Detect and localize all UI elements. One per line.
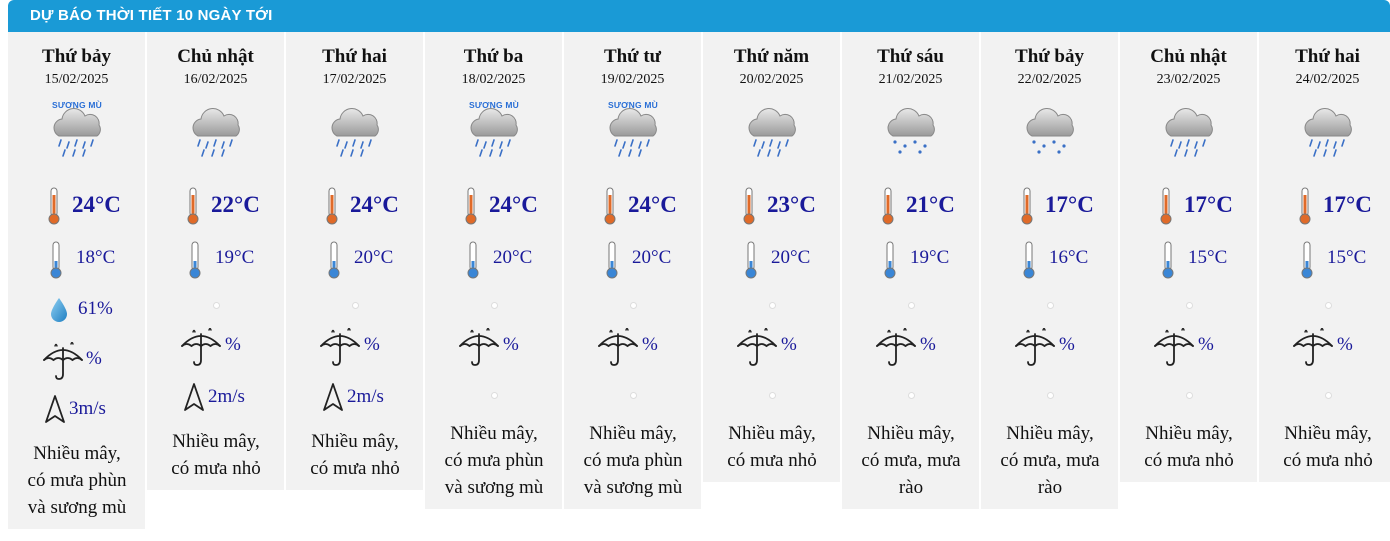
rain-chance-value: % — [364, 334, 380, 355]
description-line: có mưa nhỏ — [1144, 450, 1234, 471]
placeholder-dot — [491, 302, 498, 309]
day-date: 16/02/2025 — [183, 72, 248, 87]
umbrella-rain-icon — [1013, 328, 1057, 373]
temp-min: 20°C — [354, 247, 394, 268]
rain-chance-value: % — [642, 334, 658, 355]
placeholder-dot — [1186, 392, 1193, 399]
temp-max: 24°C — [72, 192, 121, 217]
placeholder-dot — [630, 392, 637, 399]
day-name: Chủ nhật — [177, 46, 254, 67]
rain-chance-value: % — [1059, 334, 1075, 355]
umbrella-rain-icon — [596, 328, 640, 373]
thermometer-low-icon — [327, 241, 341, 284]
description-line: có mưa nhỏ — [727, 450, 817, 471]
day-name: Thứ bảy — [1015, 46, 1084, 67]
description-line: có mưa phùn — [27, 470, 127, 491]
umbrella-rain-icon — [1291, 328, 1335, 373]
description-line: Nhiều mây, — [1006, 423, 1094, 444]
description-line: có mưa phùn — [583, 450, 683, 471]
description-line: Nhiều mây, — [172, 431, 260, 452]
thermometer-low-icon — [744, 241, 758, 284]
placeholder-dot — [1325, 392, 1332, 399]
description-line: có mưa nhỏ — [171, 458, 261, 479]
day-date: 17/02/2025 — [322, 72, 387, 87]
temp-max: 24°C — [628, 192, 677, 217]
rain-cloud-icon — [1296, 100, 1360, 160]
placeholder-dot — [491, 392, 498, 399]
fog-rain-cloud-icon — [601, 100, 665, 160]
day-name: Thứ hai — [1295, 46, 1360, 67]
day-name: Thứ năm — [733, 46, 810, 67]
placeholder-dot — [769, 392, 776, 399]
placeholder-dot — [1047, 392, 1054, 399]
day-date: 15/02/2025 — [44, 72, 109, 87]
wind-speed-value: 2m/s — [208, 386, 245, 407]
thermometer-low-icon — [605, 241, 619, 284]
thermometer-low-icon — [49, 241, 63, 284]
fog-label: SƯƠNG MÙ — [469, 100, 519, 110]
placeholder-dot — [1325, 302, 1332, 309]
day-column — [703, 32, 841, 482]
umbrella-rain-icon — [735, 328, 779, 373]
day-name: Thứ ba — [463, 46, 524, 67]
wind-speed-value: 2m/s — [347, 386, 384, 407]
thermometer-low-icon — [1161, 241, 1175, 284]
placeholder-dot — [630, 302, 637, 309]
thermometer-high-icon — [603, 187, 617, 230]
thermometer-high-icon — [1159, 187, 1173, 230]
day-column — [981, 32, 1119, 509]
thermometer-low-icon — [1300, 241, 1314, 284]
wind-direction-icon — [44, 394, 66, 429]
thermometer-low-icon — [1022, 241, 1036, 284]
temp-min: 18°C — [76, 247, 116, 268]
day-column — [147, 32, 285, 490]
forecast-title: DỰ BÁO THỜI TIẾT 10 NGÀY TỚI — [30, 7, 273, 24]
thermometer-high-icon — [186, 187, 200, 230]
description-line: Nhiều mây, — [311, 431, 399, 452]
forecast-header — [8, 0, 1390, 32]
fog-rain-cloud-icon — [462, 100, 526, 160]
fog-rain-cloud-icon — [45, 100, 109, 160]
description-line: Nhiều mây, — [33, 443, 121, 464]
rain-chance-value: % — [86, 348, 102, 369]
description-line: có mưa nhỏ — [1283, 450, 1373, 471]
temp-min: 20°C — [632, 247, 672, 268]
temp-min: 19°C — [910, 247, 950, 268]
temp-min: 16°C — [1049, 247, 1089, 268]
thermometer-high-icon — [1298, 187, 1312, 230]
umbrella-rain-icon — [874, 328, 918, 373]
day-column — [1120, 32, 1258, 482]
temp-min: 20°C — [493, 247, 533, 268]
description-line: có mưa phùn — [444, 450, 544, 471]
temp-max: 24°C — [350, 192, 399, 217]
thermometer-low-icon — [188, 241, 202, 284]
temp-min: 15°C — [1327, 247, 1367, 268]
rain-cloud-icon — [184, 100, 248, 160]
humidity-drop-icon — [50, 297, 68, 328]
rain-chance-value: % — [225, 334, 241, 355]
temp-min: 15°C — [1188, 247, 1228, 268]
rain-cloud-icon — [1157, 100, 1221, 160]
description-line: Nhiều mây, — [867, 423, 955, 444]
description-line: Nhiều mây, — [589, 423, 677, 444]
day-column — [564, 32, 702, 509]
day-name: Chủ nhật — [1150, 46, 1227, 67]
temp-max: 17°C — [1045, 192, 1094, 217]
rain-chance-value: % — [503, 334, 519, 355]
umbrella-rain-icon — [41, 342, 85, 387]
umbrella-rain-icon — [179, 328, 223, 373]
description-line: có mưa, mưa — [861, 450, 961, 471]
wind-direction-icon — [322, 382, 344, 417]
thermometer-high-icon — [1020, 187, 1034, 230]
thermometer-high-icon — [464, 187, 478, 230]
day-date: 20/02/2025 — [739, 72, 804, 87]
placeholder-dot — [213, 302, 220, 309]
rain-cloud-icon — [323, 100, 387, 160]
humidity-value: 61% — [78, 298, 113, 319]
day-name: Thứ bảy — [42, 46, 111, 67]
fog-label: SƯƠNG MÙ — [52, 100, 102, 110]
umbrella-rain-icon — [1152, 328, 1196, 373]
thermometer-high-icon — [47, 187, 61, 230]
day-date: 22/02/2025 — [1017, 72, 1082, 87]
thermometer-high-icon — [742, 187, 756, 230]
temp-min: 19°C — [215, 247, 255, 268]
description-line: Nhiều mây, — [728, 423, 816, 444]
rain-chance-value: % — [1337, 334, 1353, 355]
thermometer-high-icon — [325, 187, 339, 230]
temp-max: 21°C — [906, 192, 955, 217]
temp-max: 22°C — [211, 192, 260, 217]
day-name: Thứ sáu — [877, 46, 944, 67]
day-date: 23/02/2025 — [1156, 72, 1221, 87]
day-date: 24/02/2025 — [1295, 72, 1360, 87]
rain-cloud-icon — [740, 100, 804, 160]
description-line: có mưa, mưa — [1000, 450, 1100, 471]
placeholder-dot — [908, 302, 915, 309]
placeholder-dot — [769, 302, 776, 309]
placeholder-dot — [1047, 302, 1054, 309]
day-date: 21/02/2025 — [878, 72, 943, 87]
rain-chance-value: % — [920, 334, 936, 355]
shower-cloud-icon — [879, 100, 943, 160]
temp-min: 20°C — [771, 247, 811, 268]
day-column — [1259, 32, 1390, 482]
placeholder-dot — [908, 392, 915, 399]
umbrella-rain-icon — [318, 328, 362, 373]
temp-max: 17°C — [1184, 192, 1233, 217]
description-line: Nhiều mây, — [1284, 423, 1372, 444]
wind-speed-value: 3m/s — [69, 398, 106, 419]
rain-chance-value: % — [781, 334, 797, 355]
description-line: rào — [898, 477, 924, 498]
description-line: Nhiều mây, — [1145, 423, 1233, 444]
day-column — [425, 32, 563, 509]
day-date: 18/02/2025 — [461, 72, 526, 87]
thermometer-low-icon — [466, 241, 480, 284]
forecast-days — [8, 32, 1390, 541]
day-column — [842, 32, 980, 509]
description-line: và sương mù — [444, 477, 544, 498]
day-name: Thứ hai — [322, 46, 387, 67]
description-line: và sương mù — [27, 497, 127, 518]
description-line: có mưa nhỏ — [310, 458, 400, 479]
day-column — [286, 32, 424, 490]
temp-max: 23°C — [767, 192, 816, 217]
placeholder-dot — [1186, 302, 1193, 309]
rain-chance-value: % — [1198, 334, 1214, 355]
description-line: rào — [1037, 477, 1063, 498]
thermometer-high-icon — [881, 187, 895, 230]
shower-cloud-icon — [1018, 100, 1082, 160]
wind-direction-icon — [183, 382, 205, 417]
day-name: Thứ tư — [603, 46, 662, 67]
placeholder-dot — [352, 302, 359, 309]
description-line: và sương mù — [583, 477, 683, 498]
fog-label: SƯƠNG MÙ — [608, 100, 658, 110]
description-line: Nhiều mây, — [450, 423, 538, 444]
thermometer-low-icon — [883, 241, 897, 284]
temp-max: 17°C — [1323, 192, 1372, 217]
day-date: 19/02/2025 — [600, 72, 665, 87]
temp-max: 24°C — [489, 192, 538, 217]
umbrella-rain-icon — [457, 328, 501, 373]
day-column — [8, 32, 146, 529]
